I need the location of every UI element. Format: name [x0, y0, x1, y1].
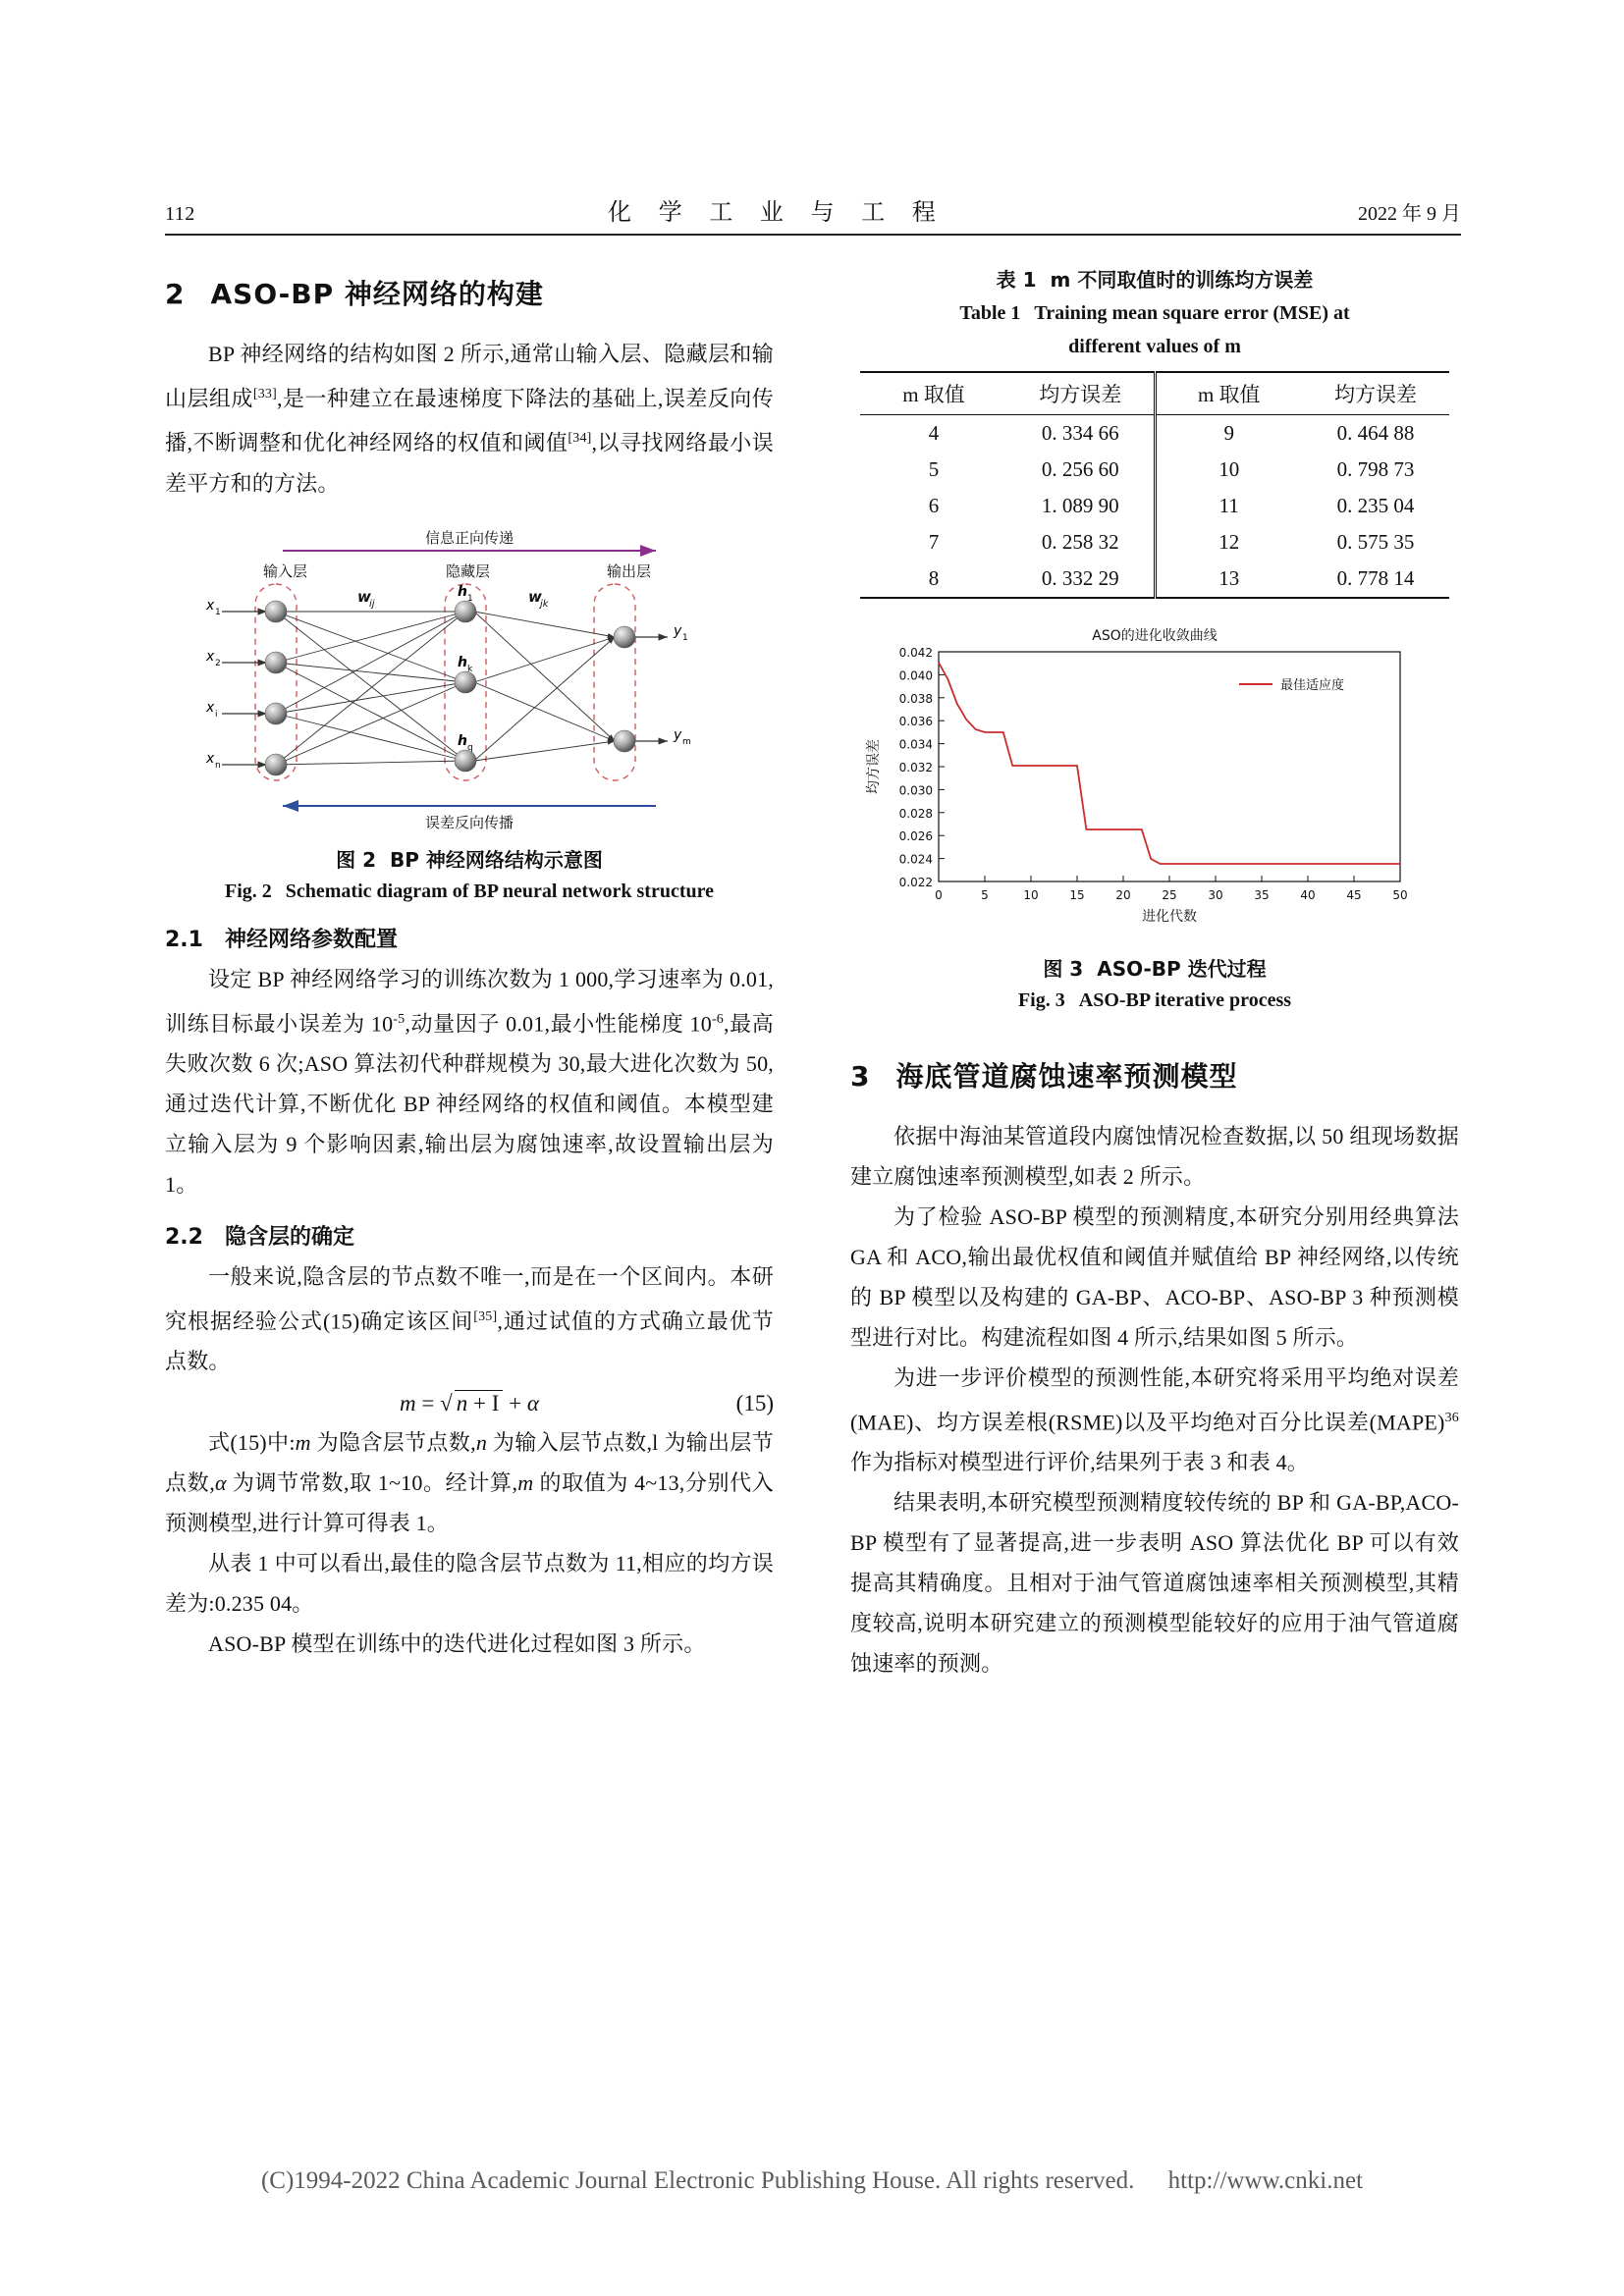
- table-1-cell: 0. 235 04: [1336, 494, 1415, 517]
- table-1-cell: 11: [1155, 488, 1302, 524]
- section-2-2-paragraph-1: 一般来说,隐含层的节点数不唯一,而是在一个区间内。本研究根据经验公式(15)确定该区间[35],通过试值的方式确立最优节点数。: [165, 1263, 774, 1374]
- table-1-header-2: m 取值: [1155, 372, 1302, 415]
- svg-text:误差反向传播: 误差反向传播: [424, 813, 514, 831]
- table-1-cell: 10: [1155, 452, 1302, 488]
- svg-text:y: y: [674, 726, 682, 743]
- table-1-cell: 0. 464 88: [1336, 421, 1415, 445]
- page-number: 112: [165, 203, 195, 225]
- figure-2-caption-en: [165, 876, 774, 907]
- svg-text:0.038: 0.038: [898, 691, 933, 706]
- section-3-number: 3: [850, 1060, 871, 1093]
- table-1-header-row: [860, 372, 1449, 415]
- svg-text:0.034: 0.034: [898, 737, 933, 752]
- table-1-cell: 0. 334 66: [1041, 421, 1119, 445]
- svg-text:0.024: 0.024: [898, 852, 933, 867]
- svg-text:0.030: 0.030: [898, 783, 933, 798]
- svg-text:2: 2: [215, 658, 221, 668]
- svg-text:0.040: 0.040: [898, 668, 933, 683]
- table-1-cell: 4: [928, 421, 940, 445]
- svg-text:i: i: [215, 709, 218, 720]
- section-3-heading: [850, 1055, 1459, 1095]
- svg-text:x: x: [206, 750, 215, 767]
- svg-text:信息正向传递: 信息正向传递: [424, 528, 514, 547]
- journal-title: 化 学 工 业 与 工 程: [607, 198, 946, 226]
- svg-text:jk: jk: [540, 598, 549, 610]
- table-row: [860, 488, 1449, 524]
- svg-text:q: q: [467, 742, 473, 753]
- svg-text:隐藏层: 隐藏层: [446, 561, 491, 580]
- left-column: [165, 263, 774, 1664]
- table-1-cell: 1. 089 90: [1041, 494, 1119, 517]
- header-divider: [165, 234, 1461, 236]
- svg-text:m: m: [682, 736, 691, 747]
- page-footer: [0, 2167, 1624, 2195]
- section-2-2-paragraph-2: 式(15)中:m 为隐含层节点数,n 为输入层节点数,l 为输出层节点数,α 为调节常数,取 1~10。经计算,m 的取值为 4~13,分别代入预测模型,进行计算可得表 1。: [165, 1430, 774, 1536]
- copyright-text: (C)1994-2022 China Academic Journal Electronic Publishing House. All rights reserved.: [260, 2167, 1135, 2194]
- chart-ylabel: 均方误差: [866, 739, 882, 794]
- section-2-2-paragraph-4: ASO-BP 模型在训练中的迭代进化过程如图 3 所示。: [208, 1631, 706, 1657]
- svg-text:1: 1: [682, 632, 688, 643]
- svg-text:40: 40: [1300, 888, 1316, 902]
- svg-text:50: 50: [1392, 888, 1408, 902]
- table-1-cell: 13: [1155, 561, 1302, 598]
- equation-15-number: (15): [735, 1391, 774, 1416]
- table-1-cell: 0. 798 73: [1336, 457, 1415, 481]
- section-3-paragraph-1: 依据中海油某管道段内腐蚀情况检查数据,以 50 组现场数据建立腐蚀速率预测模型,如表 2 所示。: [850, 1124, 1459, 1189]
- svg-text:h: h: [458, 654, 467, 670]
- cnki-url[interactable]: http://www.cnki.net: [1167, 2167, 1364, 2194]
- table-1-cell: 12: [1155, 524, 1302, 561]
- figure-2-label-en: Fig. 2: [224, 880, 272, 902]
- svg-text:输出层: 输出层: [607, 561, 652, 580]
- figure-3-caption-cn: [850, 953, 1459, 985]
- svg-text:1: 1: [215, 607, 221, 617]
- svg-text:0: 0: [935, 888, 943, 902]
- section-2-2-heading: [165, 1220, 774, 1251]
- figure-2: [165, 525, 774, 907]
- table-row: [860, 415, 1449, 453]
- figure-3-label-cn: 图 3: [1043, 957, 1084, 981]
- table-1-cell: 5: [928, 457, 940, 481]
- table-1-cell: 8: [860, 561, 1007, 598]
- table-1-cell: 6: [928, 494, 940, 517]
- section-2-1-heading: [165, 923, 774, 953]
- table-1-caption-cn: [850, 263, 1459, 296]
- section-2-title: ASO-BP 神经网络的构建: [210, 278, 544, 310]
- table-1-cell: 0. 258 32: [1041, 530, 1119, 554]
- table-1-title-en-line1: Training mean square error (MSE) at: [1034, 302, 1350, 324]
- svg-text:k: k: [467, 664, 473, 674]
- svg-text:0.032: 0.032: [898, 761, 933, 774]
- svg-text:0.042: 0.042: [898, 646, 933, 660]
- chart-xlabel: 进化代数: [1142, 909, 1197, 925]
- table-1-caption-en-line2: different values of m: [1068, 336, 1241, 357]
- svg-text:15: 15: [1069, 888, 1085, 902]
- svg-text:h: h: [458, 732, 467, 749]
- figure-3: [850, 624, 1459, 1016]
- section-2-1-number: 2.1: [165, 927, 203, 952]
- svg-text:x: x: [206, 597, 215, 614]
- svg-text:25: 25: [1162, 888, 1177, 902]
- figure-2-graphic: [165, 525, 774, 839]
- svg-text:ij: ij: [369, 598, 375, 610]
- svg-text:30: 30: [1208, 888, 1223, 902]
- table-1-header-1: 均方误差: [1007, 372, 1155, 415]
- table-1-title-cn: m 不同取值时的训练均方误差: [1050, 268, 1314, 292]
- figure-2-caption-cn: [165, 844, 774, 876]
- table-1-cell: 9: [1155, 415, 1302, 453]
- table-1-header-3: 均方误差: [1302, 372, 1449, 415]
- section-3-paragraph-2: 为了检验 ASO-BP 模型的预测精度,本研究分别用经典算法 GA 和 ACO,输出最优权值和阈值并赋值给 BP 神经网络,以传统的 BP 模型以及构建的 GA-BP、ACO-BP、ASO-BP 3 种预测模型进行对比。构建流程如图 4 所示,结果如图 5 所示。: [850, 1204, 1459, 1350]
- section-2-paragraph-1: BP 神经网络的结构如图 2 所示,通常山输入层、隐藏层和输山层组成[33],是一种建立在最速梯度下降法的基础上,误差反向传播,不断调整和优化神经网络的权值和阈值[34],以寻找网络最小误差平方和的方法。: [165, 342, 774, 496]
- section-3-paragraph-3: 为进一步评价模型的预测性能,本研究将采用平均绝对误差(MAE)、均方误差根(RSME)以及平均绝对百分比误差(MAPE)$^{36}$ 作为指标对模型进行评价,结果列于表 3 和表 4。: [850, 1365, 1459, 1475]
- table-1-cell: 0. 575 35: [1336, 530, 1415, 554]
- svg-text:输入层: 输入层: [263, 561, 308, 580]
- svg-text:0.028: 0.028: [898, 806, 933, 821]
- table-1-cell: 7: [928, 530, 940, 554]
- chart-title: ASO的进化收敛曲线: [1092, 628, 1218, 644]
- svg-text:w: w: [357, 587, 371, 606]
- svg-text:x: x: [206, 699, 215, 716]
- section-2-heading: [165, 273, 774, 312]
- equation-15: m = √ n + I + α (15): [400, 1391, 774, 1416]
- svg-text:35: 35: [1254, 888, 1270, 902]
- table-row: [860, 561, 1449, 598]
- svg-text:20: 20: [1115, 888, 1131, 902]
- table-1-label-cn: 表 1: [996, 268, 1037, 292]
- svg-text:y: y: [674, 622, 682, 639]
- svg-text:10: 10: [1023, 888, 1039, 902]
- svg-text:45: 45: [1346, 888, 1362, 902]
- table-1: [850, 263, 1459, 599]
- chart-legend-label: 最佳适应度: [1280, 678, 1345, 693]
- section-2-number: 2: [165, 278, 186, 310]
- table-1-grid: [860, 371, 1449, 599]
- figure-2-title-en: Schematic diagram of BP neural network structure: [285, 880, 715, 902]
- figure-3-label-en: Fig. 3: [1017, 989, 1065, 1011]
- svg-text:0.036: 0.036: [898, 715, 933, 729]
- svg-text:1: 1: [467, 593, 473, 604]
- figure-3-title-en: ASO-BP iterative process: [1078, 989, 1292, 1011]
- figure-2-title-cn: BP 神经网络结构示意图: [390, 847, 603, 872]
- page-header: [165, 192, 1461, 232]
- issue-date: 2022 年 9 月: [1357, 203, 1461, 225]
- section-2-1-title: 神经网络参数配置: [224, 927, 398, 952]
- figure-3-caption-en: [850, 985, 1459, 1016]
- figure-2-label-cn: 图 2: [336, 847, 376, 872]
- figure-3-title-cn: ASO-BP 迭代过程: [1097, 957, 1267, 981]
- svg-text:h: h: [458, 583, 467, 600]
- table-1-cell: 0. 778 14: [1302, 561, 1449, 598]
- table-1-label-en: Table 1: [959, 302, 1021, 324]
- table-1-caption-en: [850, 296, 1459, 330]
- section-2-1-paragraph: 设定 BP 神经网络学习的训练次数为 1 000,学习速率为 0.01,训练目标最小误差为 $10^{-5}$,动量因子 0.01,最小性能梯度 $10^{-6}$,最高失败次数 6 次;ASO 算法初代种群规模为 30,最大进化次数为 50,通过迭代计算,不断优化 BP 神经网络的权值和阈值。本模型建立输入层为 9 个影响因素,输出层为腐蚀速率,故设置输出层为 1。: [165, 966, 774, 1197]
- section-3-paragraph-4: 结果表明,本研究模型预测精度较传统的 BP 和 GA-BP,ACO-BP 模型有了显著提高,进一步表明 ASO 算法优化 BP 可以有效提高其精确度。且相对于油气管道腐蚀速率相关预测模型,其精度较高,说明本研究建立的预测模型能较好的应用于油气管道腐蚀速率的预测。: [850, 1490, 1459, 1677]
- table-row: [860, 452, 1449, 488]
- table-row: [860, 524, 1449, 561]
- table-1-cell: 0. 256 60: [1041, 457, 1119, 481]
- svg-text:x: x: [206, 648, 215, 665]
- section-3-title: 海底管道腐蚀速率预测模型: [895, 1060, 1238, 1093]
- table-1-header-0: m 取值: [860, 372, 1007, 415]
- figure-3-chart: [850, 624, 1439, 938]
- svg-text:w: w: [528, 587, 542, 606]
- table-1-cell: 0. 332 29: [1007, 561, 1155, 598]
- svg-text:5: 5: [981, 888, 989, 902]
- svg-text:n: n: [215, 760, 221, 771]
- section-2-2-number: 2.2: [165, 1224, 203, 1250]
- svg-text:0.022: 0.022: [898, 876, 933, 889]
- section-2-2-title: 隐含层的确定: [224, 1224, 354, 1250]
- svg-text:0.026: 0.026: [898, 829, 933, 844]
- right-column: [850, 263, 1459, 1683]
- section-2-2-paragraph-3: 从表 1 中可以看出,最佳的隐含层节点数为 11,相应的均方误差为:0.235 04。: [165, 1551, 774, 1617]
